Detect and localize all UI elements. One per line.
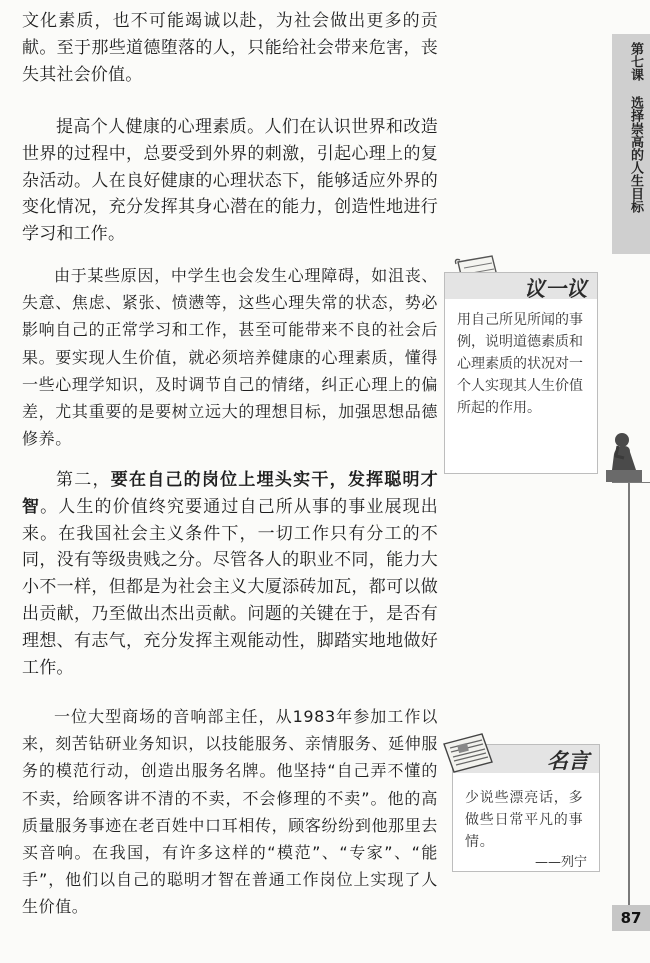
chapter-title: 第七课 选择崇高的人生目标 xyxy=(628,42,643,213)
margin-line xyxy=(628,482,630,920)
paragraph-3-key-point: 要在自己的岗位上埋头实干，发挥聪明才智 xyxy=(22,470,438,517)
quote-text: 少说些漂亮话，多做些日常平凡的事情。 xyxy=(465,790,584,850)
discussion-heading: 议一议 xyxy=(524,276,587,301)
paragraph-3-body: 。人生的价值终究要通过自己所从事的事业展现出来。在我国社会主义条件下，一切工作只有分工的不同，没有等级贵贱之分。尽管各人的职业不同，能力大小不一样，但都是为社会主义大厦添砖加瓦，都可以做出贡献，乃至做出杰出贡献。问题的关键在于，是否有理想、有志气，充分发挥主观能动性，脚踏实地地做好工作。 xyxy=(22,496,439,678)
thinker-statue-icon xyxy=(600,420,646,488)
case-paragraph-2: 一位大型商场的音响部主任，从1983年参加工作以来，刻苦钻研业务知识，以技能服务、亲情服务、延伸服务的模范行动，创造出服务名牌。他坚持“自己弄不懂的不卖，给顾客讲不清的不卖，不会修理的不卖”。他的高质量服务事迹在老百姓中口耳相传，顾客纷纷到他那里去买音响。在我国，有许多这样的“模范”、“专家”、“能手”，他们以自己的聪明才智在普通工作岗位上实现了人生价值。 xyxy=(22,707,438,917)
discussion-note xyxy=(444,272,598,474)
case-paragraph-1: 由于某些原因，中学生也会发生心理障碍，如沮丧、失意、焦虑、紧张、愤懑等，这些心理失常的状态，势必影响自己的正常学习和工作，甚至可能带来不良的社会后果。要实现人生价值，就必须培养健康的心理素质，懂得一些心理学知识，及时调节自己的情绪，纠正心理上的偏差，尤其重要的是要树立远大的理想目标，加强思想品德修养。 xyxy=(22,266,438,449)
paragraph-3-lead: 第二， xyxy=(56,470,111,490)
newspaper-icon xyxy=(438,730,498,782)
quote-author: ——列宁 xyxy=(534,855,587,870)
quote-heading: 名言 xyxy=(547,748,589,773)
discussion-note-header xyxy=(445,273,597,299)
discussion-text: 用自己所见所闻的事例，说明道德素质和心理素质的状况对一个人实现其人生价值所起的作用。 xyxy=(457,312,583,416)
paragraph-1: 文化素质，也不可能竭诚以赴，为社会做出更多的贡献。至于那些道德堕落的人，只能给社会带来危害，丧失其社会价值。 xyxy=(22,11,438,85)
page-number: 87 xyxy=(620,909,642,927)
paragraph-3 xyxy=(22,467,438,681)
paragraph-2: 提高个人健康的心理素质。人们在认识世界和改造世界的过程中，总要受到外界的刺激，引起心理上的复杂活动。人在良好健康的心理状态下，能够适应外界的变化情况，充分发挥其身心潜在的能力，创造性地进行学习和工作。 xyxy=(22,117,438,245)
